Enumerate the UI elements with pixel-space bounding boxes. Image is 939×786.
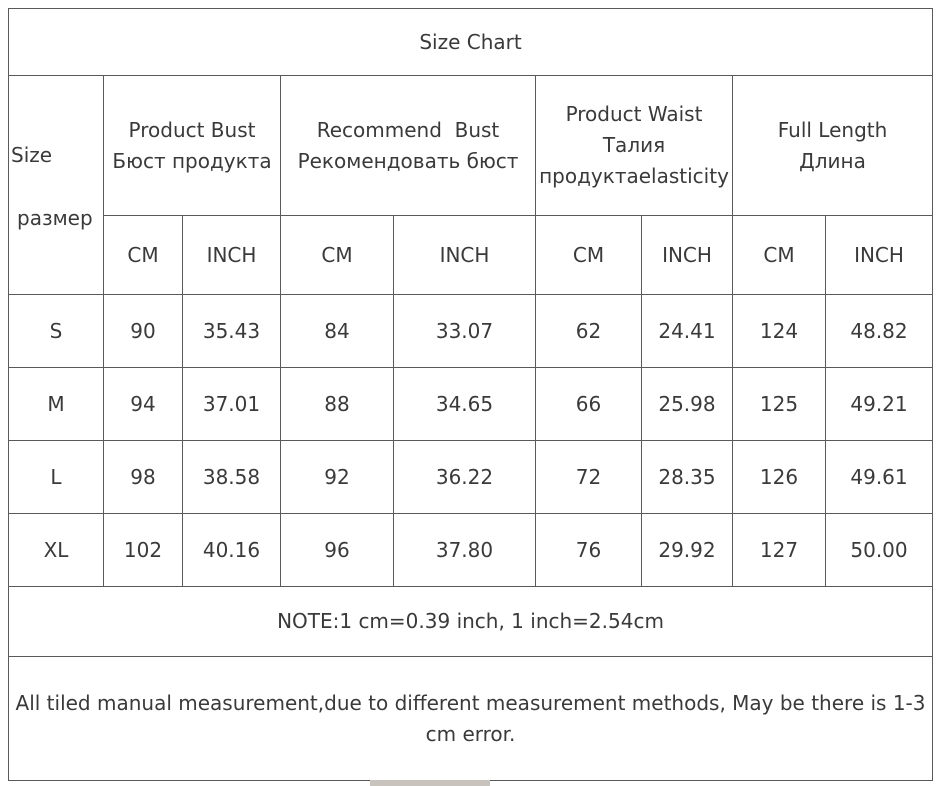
group-header-product-waist: Product Waist Талия продуктаelasticity	[536, 76, 733, 216]
unit-header: CM	[733, 216, 826, 295]
table-cell: 126	[733, 441, 826, 514]
table-cell: 36.22	[394, 441, 536, 514]
table-cell: 84	[281, 295, 394, 368]
group-header-full-length: Full Length Длина	[733, 76, 933, 216]
table-row	[9, 295, 933, 368]
chart-title: Size Chart	[9, 9, 933, 76]
table-cell: 127	[733, 514, 826, 587]
table-cell: 94	[104, 368, 183, 441]
table-cell: 49.21	[826, 368, 933, 441]
unit-header: CM	[281, 216, 394, 295]
table-cell: 88	[281, 368, 394, 441]
table-cell: 34.65	[394, 368, 536, 441]
table-cell: 50.00	[826, 514, 933, 587]
table-row	[9, 441, 933, 514]
conversion-note: NOTE:1 cm=0.39 inch, 1 inch=2.54cm	[9, 587, 933, 657]
table-cell: 24.41	[642, 295, 733, 368]
table-cell: 33.07	[394, 295, 536, 368]
table-cell: 49.61	[826, 441, 933, 514]
table-cell: 38.58	[183, 441, 281, 514]
table-cell: 98	[104, 441, 183, 514]
unit-header: INCH	[826, 216, 933, 295]
table-cell: 37.01	[183, 368, 281, 441]
table-cell: 76	[536, 514, 642, 587]
measurement-disclaimer: All tiled manual measurement,due to different measurement methods, May be there is 1-3 cm error.	[9, 657, 933, 781]
size-header	[9, 76, 104, 295]
unit-header: INCH	[642, 216, 733, 295]
product-photo-edge	[370, 780, 490, 786]
table-cell: 92	[281, 441, 394, 514]
unit-header: CM	[104, 216, 183, 295]
table-cell: 40.16	[183, 514, 281, 587]
unit-header: INCH	[183, 216, 281, 295]
table-cell: 62	[536, 295, 642, 368]
table-cell: 102	[104, 514, 183, 587]
table-cell: 125	[733, 368, 826, 441]
size-label: L	[9, 441, 104, 514]
unit-row	[9, 216, 933, 295]
table-row	[9, 368, 933, 441]
table-cell: 48.82	[826, 295, 933, 368]
size-label: XL	[9, 514, 104, 587]
table-cell: 66	[536, 368, 642, 441]
size-label: M	[9, 368, 104, 441]
unit-header: INCH	[394, 216, 536, 295]
table-row	[9, 514, 933, 587]
unit-header: CM	[536, 216, 642, 295]
size-chart-table	[8, 8, 933, 781]
group-header-product-bust: Product Bust Бюст продукта	[104, 76, 281, 216]
size-header-en: Size	[11, 143, 53, 167]
size-header-ru: размер	[17, 206, 93, 230]
table-cell: 28.35	[642, 441, 733, 514]
table-cell: 90	[104, 295, 183, 368]
table-cell: 124	[733, 295, 826, 368]
table-cell: 96	[281, 514, 394, 587]
size-label: S	[9, 295, 104, 368]
group-header-recommend-bust: Recommend Bust Рекомендовать бюст	[281, 76, 536, 216]
table-cell: 72	[536, 441, 642, 514]
table-cell: 25.98	[642, 368, 733, 441]
table-cell: 37.80	[394, 514, 536, 587]
table-cell: 35.43	[183, 295, 281, 368]
table-cell: 29.92	[642, 514, 733, 587]
